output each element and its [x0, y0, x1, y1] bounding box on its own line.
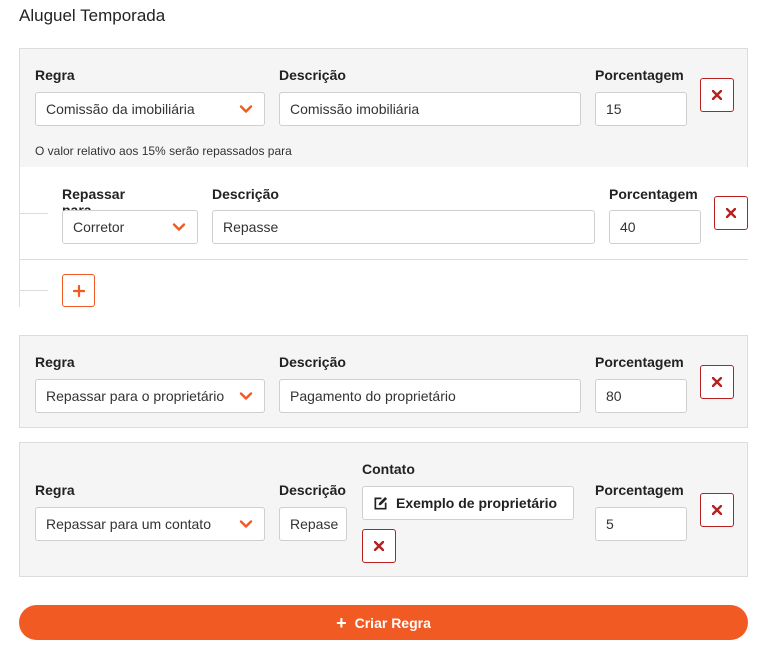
contato-label: Contato	[362, 461, 415, 477]
chevron-down-icon	[172, 220, 186, 234]
porcentagem-input[interactable]	[595, 379, 687, 413]
repassar-para-value: Corretor	[73, 219, 125, 235]
close-icon	[712, 377, 722, 387]
regra-select-value: Repassar para o proprietário	[46, 388, 225, 404]
porcentagem-label: Porcentagem	[595, 354, 684, 370]
delete-rule-button[interactable]	[700, 493, 734, 527]
rule-card-3	[19, 442, 748, 577]
plus-icon	[73, 285, 85, 297]
tree-line-vertical	[19, 167, 20, 307]
regra-select[interactable]	[35, 507, 265, 541]
close-icon	[726, 208, 736, 218]
porcentagem-label: Porcentagem	[609, 186, 698, 202]
sub-descricao-input[interactable]	[212, 210, 595, 244]
delete-rule-button[interactable]	[700, 365, 734, 399]
descricao-label: Descrição	[279, 67, 346, 83]
descricao-label: Descrição	[212, 186, 279, 202]
descricao-input-value: Repase	[290, 516, 339, 532]
sub-porcentagem-value: 40	[620, 219, 636, 235]
porcentagem-label: Porcentagem	[595, 482, 684, 498]
chevron-down-icon	[239, 517, 253, 531]
regra-select-value: Repassar para um contato	[46, 516, 211, 532]
regra-select[interactable]	[35, 92, 265, 126]
contact-select-button[interactable]	[362, 486, 574, 520]
remove-contact-button[interactable]	[362, 529, 396, 563]
sub-rule-separator	[19, 259, 748, 260]
create-rule-button[interactable]	[19, 605, 748, 640]
repasse-hint: O valor relativo aos 15% serão repassados para	[35, 144, 292, 158]
descricao-label: Descrição	[279, 482, 346, 498]
porcentagem-label: Porcentagem	[595, 67, 684, 83]
edit-icon	[373, 496, 388, 511]
close-icon	[374, 541, 384, 551]
repassar-para-select[interactable]	[62, 210, 198, 244]
chevron-down-icon	[239, 102, 253, 116]
descricao-input-value: Pagamento do proprietário	[290, 388, 456, 404]
contact-name: Exemplo de proprietário	[396, 495, 558, 511]
delete-rule-button[interactable]	[700, 78, 734, 112]
sub-descricao-value: Repasse	[223, 219, 279, 235]
tree-line-horizontal	[19, 290, 48, 291]
porcentagem-input-value: 80	[606, 388, 622, 404]
delete-sub-rule-button[interactable]	[714, 196, 748, 230]
chevron-down-icon	[239, 389, 253, 403]
porcentagem-input-value: 5	[606, 516, 614, 532]
porcentagem-input-value: 15	[606, 101, 622, 117]
add-sub-rule-button[interactable]	[62, 274, 95, 307]
descricao-input-value: Comissão imobiliária	[290, 101, 420, 117]
tree-line-horizontal	[19, 213, 48, 214]
close-icon	[712, 90, 722, 100]
descricao-input[interactable]	[279, 507, 347, 541]
regra-select-value: Comissão da imobiliária	[46, 101, 195, 117]
rule-card-2	[19, 335, 748, 428]
sub-porcentagem-input[interactable]	[609, 210, 701, 244]
regra-label: Regra	[35, 354, 75, 370]
rule-card-1	[19, 48, 748, 168]
descricao-label: Descrição	[279, 354, 346, 370]
descricao-input[interactable]	[279, 379, 581, 413]
repassar-para-label: Repassar	[62, 186, 126, 202]
porcentagem-input[interactable]	[595, 507, 687, 541]
descricao-input[interactable]	[279, 92, 581, 126]
plus-icon: +	[336, 612, 347, 633]
regra-select[interactable]	[35, 379, 265, 413]
regra-label: Regra	[35, 482, 75, 498]
close-icon	[712, 505, 722, 515]
create-rule-label: Criar Regra	[354, 614, 431, 631]
porcentagem-input[interactable]	[595, 92, 687, 126]
page-title: Aluguel Temporada	[19, 6, 166, 25]
regra-label: Regra	[35, 67, 75, 83]
